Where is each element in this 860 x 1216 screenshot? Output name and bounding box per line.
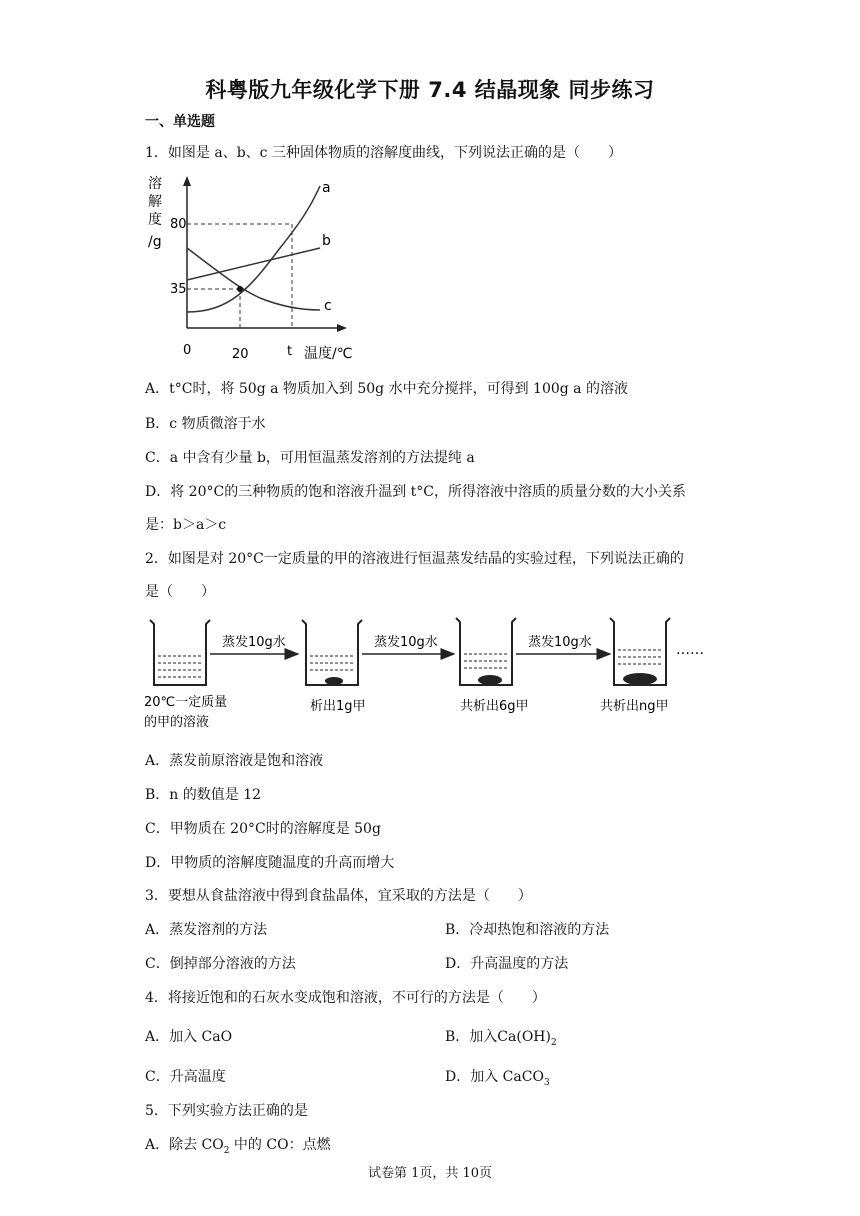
intersection-point [237, 286, 243, 292]
q1-stem: 1．如图是 a、b、c 三种固体物质的溶解度曲线，下列说法正确的是（ ） [145, 145, 622, 161]
ytick-80: 80 [170, 217, 187, 232]
q5-option-a-sub: 2 [223, 1145, 230, 1156]
xtick-t: t [287, 344, 293, 359]
q1-option-d-cont: 是：b＞a＞c [145, 517, 227, 533]
q5-option-a-post: 中的 CO：点燃 [229, 1137, 331, 1153]
arrow-3-label: 蒸发10g水 [528, 635, 592, 650]
q4-option-d-sub: 3 [543, 1077, 550, 1088]
section-heading: 一、单选题 [145, 114, 215, 130]
q2-stem-line1: 2．如图是对 20°C一定质量的甲的溶液进行恒温蒸发结晶的实验过程，下列说法正确的 [145, 551, 684, 567]
q4-option-d [445, 1066, 550, 1088]
precipitate-4 [623, 673, 657, 685]
q5-option-a [145, 1134, 331, 1156]
x-axis-arrow [337, 324, 347, 332]
curve-c [187, 248, 320, 310]
q3-option-d: D．升高温度的方法 [445, 956, 569, 972]
curve-a [187, 186, 320, 312]
beaker-1 [150, 620, 210, 685]
caption-2: 析出1g甲 [310, 699, 366, 714]
q3-option-b: B．冷却热饱和溶液的方法 [445, 922, 610, 938]
q4-option-d-text: D．加入 CaCO [445, 1069, 544, 1085]
caption-4: 共析出ng甲 [600, 699, 669, 714]
q1-option-c: C．a 中含有少量 b，可用恒温蒸发溶剂的方法提纯 a [145, 450, 475, 466]
evaporation-figure [140, 610, 720, 740]
q4-stem: 4．将接近饱和的石灰水变成饱和溶液，不可行的方法是（ ） [145, 990, 546, 1006]
q4-option-b-text: B．加入 [445, 1029, 498, 1045]
q4-option-b-formula: Ca(OH) [497, 1029, 551, 1045]
ylabel-2: 解 [148, 194, 162, 210]
q2-option-a: A．蒸发前原溶液是饱和溶液 [145, 753, 324, 769]
page-footer: 试卷第 1页，共 10页 [367, 1166, 493, 1181]
q3-option-c: C．倒掉部分溶液的方法 [145, 956, 296, 972]
q1-option-d: D．将 20°C的三种物质的饱和溶液升温到 t°C，所得溶液中溶质的质量分数的大小关系 [145, 484, 686, 500]
q1-option-b: B．c 物质微溶于水 [145, 416, 266, 432]
page-title: 科粤版九年级化学下册 7.4 结晶现象 同步练习 [205, 78, 655, 102]
ylabel-3: 度 [148, 212, 162, 228]
origin-label: 0 [183, 343, 192, 358]
q2-stem-line2: 是（ ） [145, 584, 215, 600]
q3-option-a: A．蒸发溶剂的方法 [145, 922, 268, 938]
q4-option-a: A．加入 CaO [145, 1029, 233, 1045]
q3-stem: 3．要想从食盐溶液中得到食盐晶体，宜采取的方法是（ ） [145, 888, 532, 904]
y-axis-arrow [183, 176, 191, 186]
beaker-2 [302, 620, 362, 685]
q4-option-b [445, 1026, 557, 1048]
q4-option-c: C．升高温度 [145, 1069, 226, 1085]
q4-option-b-sub: 2 [550, 1037, 557, 1048]
precipitate-3 [478, 675, 502, 685]
solubility-chart [140, 168, 370, 366]
label-c: c [324, 298, 332, 314]
q2-option-c: C．甲物质在 20°C时的溶解度是 50g [145, 821, 381, 837]
ylabel-4: /g [148, 234, 162, 250]
arrow-2-label: 蒸发10g水 [374, 635, 438, 650]
xtick-20: 20 [232, 347, 249, 362]
label-a: a [322, 180, 331, 196]
q2-option-b: B．n 的数值是 12 [145, 787, 262, 803]
label-b: b [322, 233, 331, 249]
q5-stem: 5．下列实验方法正确的是 [145, 1103, 308, 1119]
caption-3: 共析出6g甲 [460, 699, 529, 714]
ytick-35: 35 [170, 282, 187, 297]
q5-option-a-pre: A．除去 CO [145, 1137, 224, 1153]
ellipsis: …… [676, 642, 704, 658]
precipitate-2 [325, 677, 343, 685]
arrow-1-label: 蒸发10g水 [222, 635, 286, 650]
q2-option-d: D．甲物质的溶解度随温度的升高而增大 [145, 855, 395, 871]
q1-option-a: A．t°C时，将 50g a 物质加入到 50g 水中充分搅拌，可得到 100g a 的溶液 [145, 381, 628, 397]
caption-1b: 的甲的溶液 [144, 715, 210, 730]
xlabel: 温度/℃ [304, 346, 353, 362]
ylabel-1: 溶 [148, 176, 162, 192]
caption-1a: 20℃一定质量 [144, 695, 228, 710]
beaker-3 [456, 618, 516, 685]
beaker-4 [610, 618, 670, 685]
